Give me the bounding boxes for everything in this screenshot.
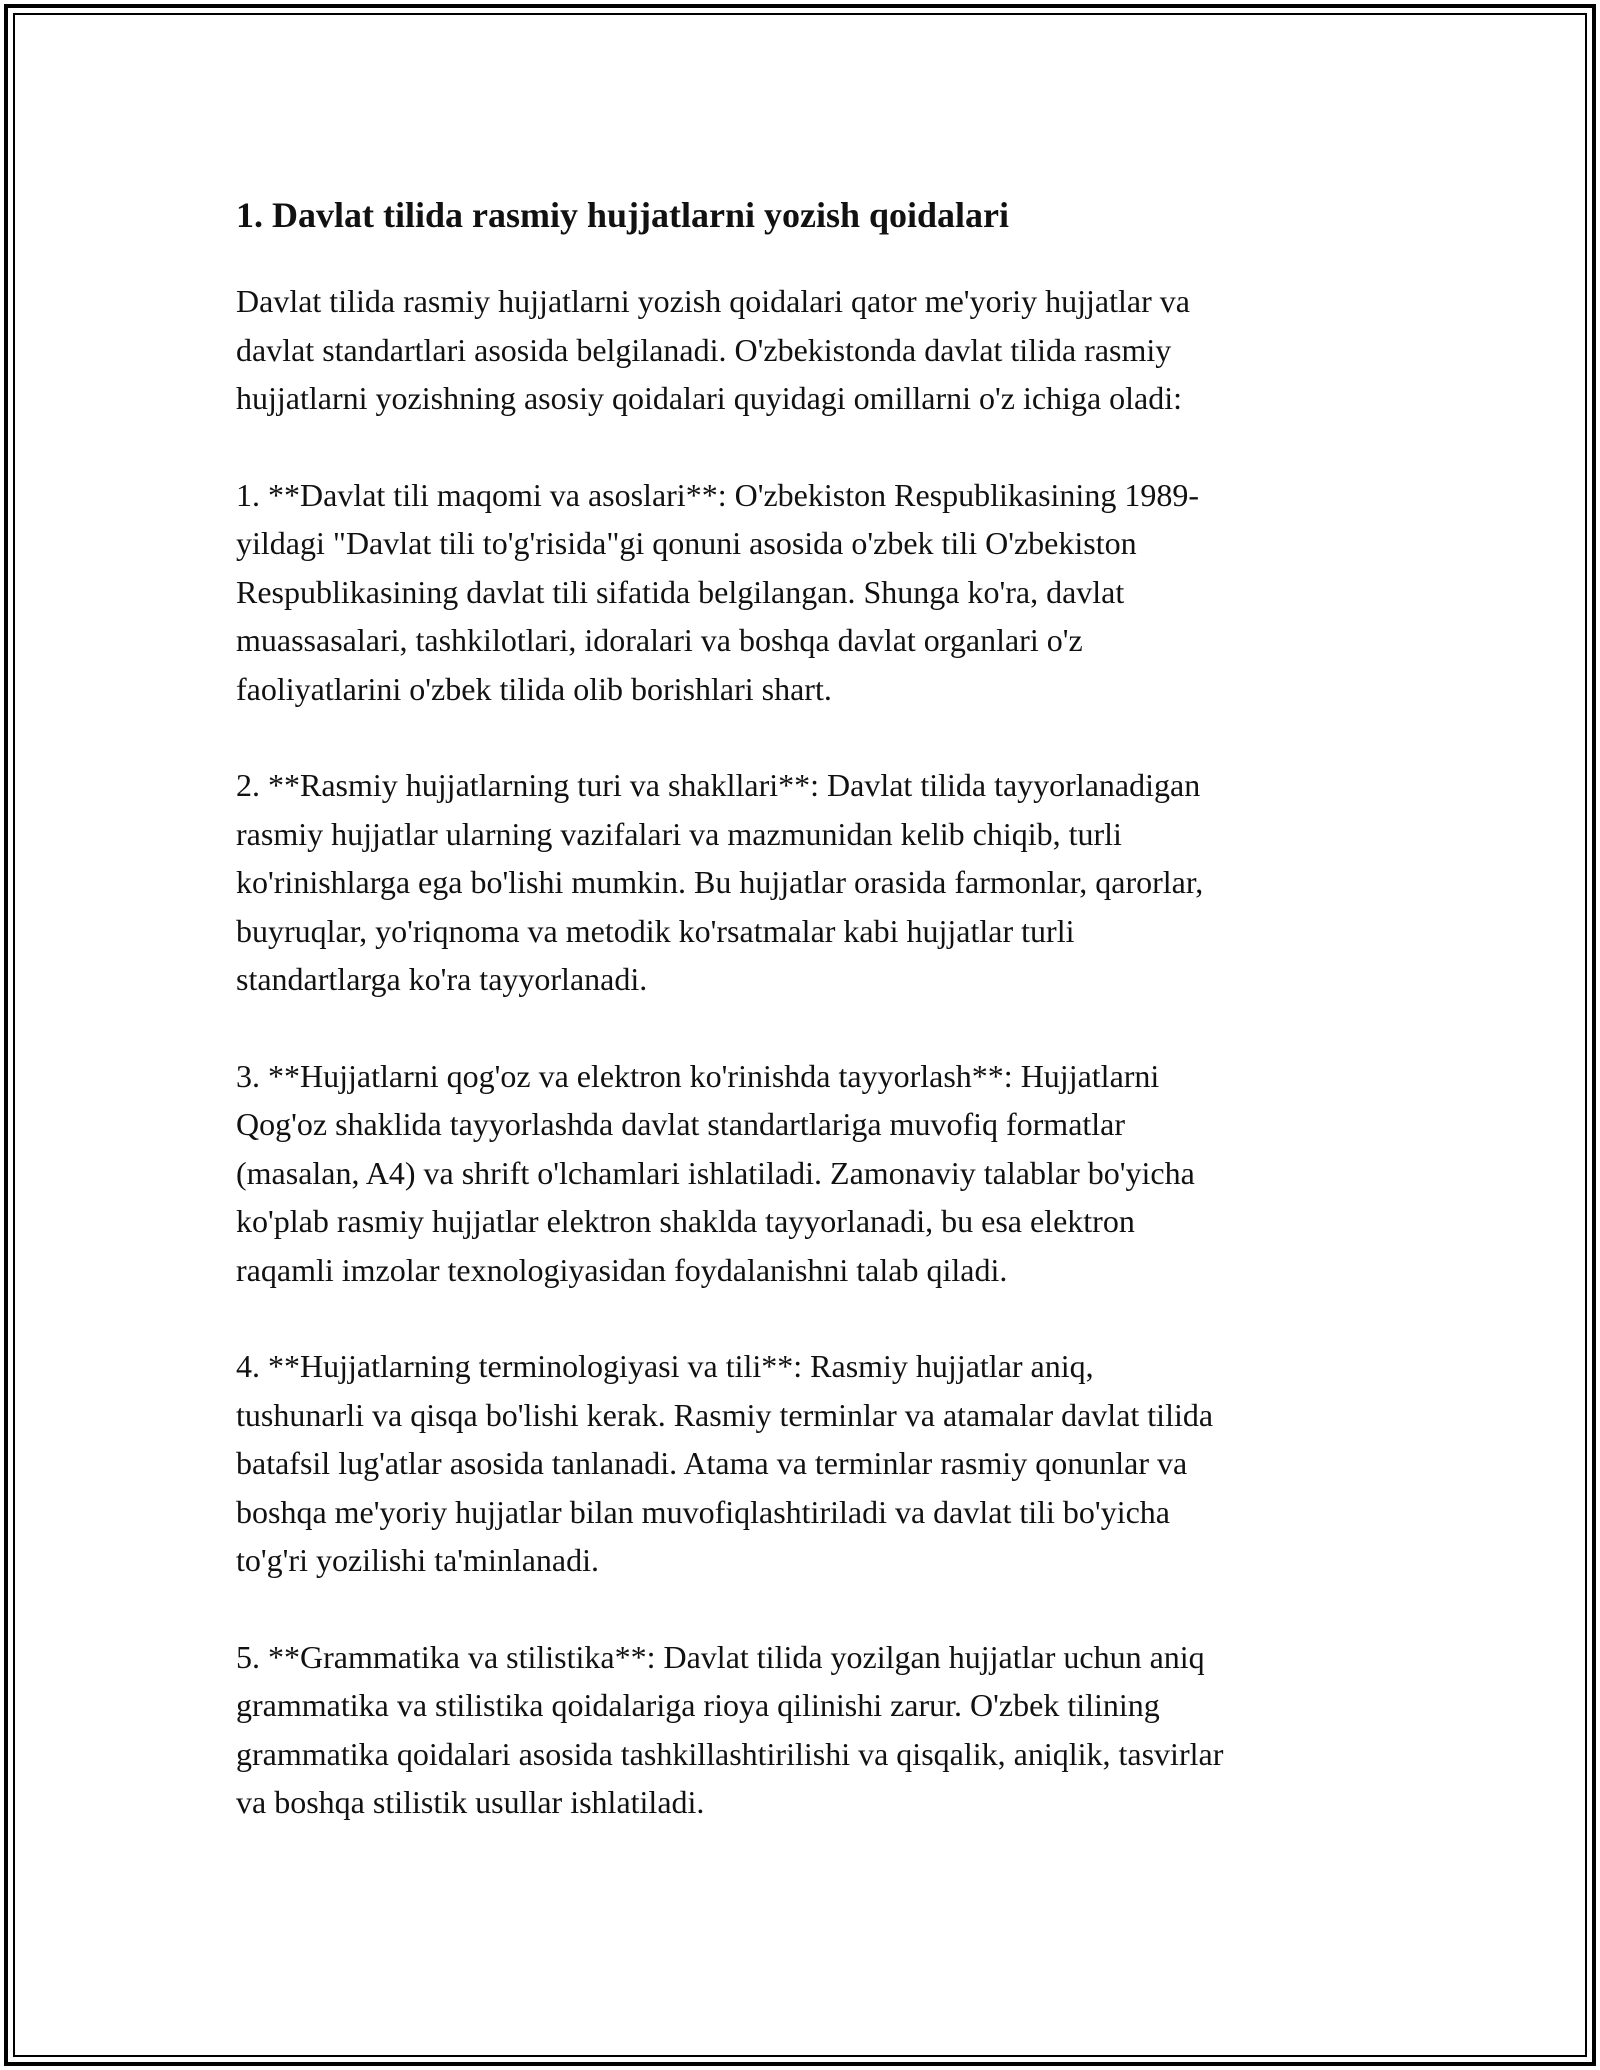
text-line: 3. **Hujjatlarni qog'oz va elektron ko'rinishda tayyorlash**: Hujjatlarni xyxy=(236,1057,1160,1094)
text-line: 5. **Grammatika va stilistika**: Davlat tilida yozilgan hujjatlar uchun aniq xyxy=(236,1638,1205,1675)
text-line: batafsil lug'atlar asosida tanlanadi. Atama va terminlar rasmiy qonunlar va xyxy=(236,1445,1188,1481)
text-line: grammatika qoidalari asosida tashkillashtirilishi va qisqalik, aniqlik, tasvirlar xyxy=(236,1735,1224,1772)
text-line: Davlat tilida rasmiy hujjatlarni yozish qoidalari qator me'yoriy hujjatlar va xyxy=(236,283,1190,319)
text-line: va boshqa stilistik usullar ishlatiladi. xyxy=(236,1784,705,1820)
paragraph xyxy=(236,1052,1386,1295)
text-line: muassasalari, tashkilotlari, idoralari va boshqa davlat organlari o'z xyxy=(236,622,1083,658)
text-line: hujjatlarni yozishning asosiy qoidalari quyidagi omillarni o'z ichiga oladi: xyxy=(236,380,1183,416)
text-line: faoliyatlarini o'zbek tilida olib borishlari shart. xyxy=(236,670,832,707)
paragraph xyxy=(236,277,1386,423)
text-line: (masalan, A4) va shrift o'lchamlari ishlatiladi. Zamonaviy talablar bo'yicha xyxy=(236,1154,1195,1191)
text-line: to'g'ri yozilishi ta'minlanadi. xyxy=(236,1542,600,1578)
text-line: 2. **Rasmiy hujjatlarning turi va shakllari**: Davlat tilida tayyorlanadigan xyxy=(236,767,1201,803)
text-line: Respublikasining davlat tili sifatida belgilangan. Shunga ko'ra, davlat xyxy=(236,573,1125,610)
text-line: grammatika va stilistika qoidalariga rioya qilinishi zarur. O'zbek tilining xyxy=(236,1687,1160,1723)
paragraph-list xyxy=(236,277,1386,1827)
paragraph xyxy=(236,1633,1386,1827)
text-line: yildagi "Davlat tili to'g'risida"gi qonuni asosida o'zbek tili O'zbekiston xyxy=(236,525,1137,561)
text-line: 4. **Hujjatlarning terminologiyasi va tili**: Rasmiy hujjatlar aniq, xyxy=(236,1348,1094,1384)
text-line: 1. **Davlat tili maqomi va asoslari**: O'zbekiston Respublikasining 1989- xyxy=(236,476,1199,513)
text-line: davlat standartlari asosida belgilanadi. O'zbekistonda davlat tilida rasmiy xyxy=(236,331,1172,368)
text-line: Qog'oz shaklida tayyorlashda davlat standartlariga muvofiq formatlar xyxy=(236,1106,1126,1142)
paragraph xyxy=(236,471,1386,714)
document-body xyxy=(236,183,1386,1875)
document-title: 1. Davlat tilida rasmiy hujjatlarni yozish qoidalari xyxy=(236,195,1010,235)
text-line: standartlarga ko'ra tayyorlanadi. xyxy=(236,961,648,997)
text-line: boshqa me'yoriy hujjatlar bilan muvofiqlashtiriladi va davlat tili bo'yicha xyxy=(236,1493,1170,1530)
text-line: rasmiy hujjatlar ularning vazifalari va mazmunidan kelib chiqib, turli xyxy=(236,815,1122,852)
paragraph xyxy=(236,1342,1386,1585)
text-line: ko'rinishlarga ega bo'lishi mumkin. Bu hujjatlar orasida farmonlar, qarorlar, xyxy=(236,864,1204,900)
paragraph xyxy=(236,761,1386,1004)
text-line: ko'plab rasmiy hujjatlar elektron shaklda tayyorlanadi, bu esa elektron xyxy=(236,1203,1135,1239)
text-line: buyruqlar, yo'riqnoma va metodik ko'rsatmalar kabi hujjatlar turli xyxy=(236,912,1075,949)
text-line: tushunarli va qisqa bo'lishi kerak. Rasmiy terminlar va atamalar davlat tilida xyxy=(236,1396,1214,1433)
text-line: raqamli imzolar texnologiyasidan foydalanishni talab qiladi. xyxy=(236,1251,1008,1288)
